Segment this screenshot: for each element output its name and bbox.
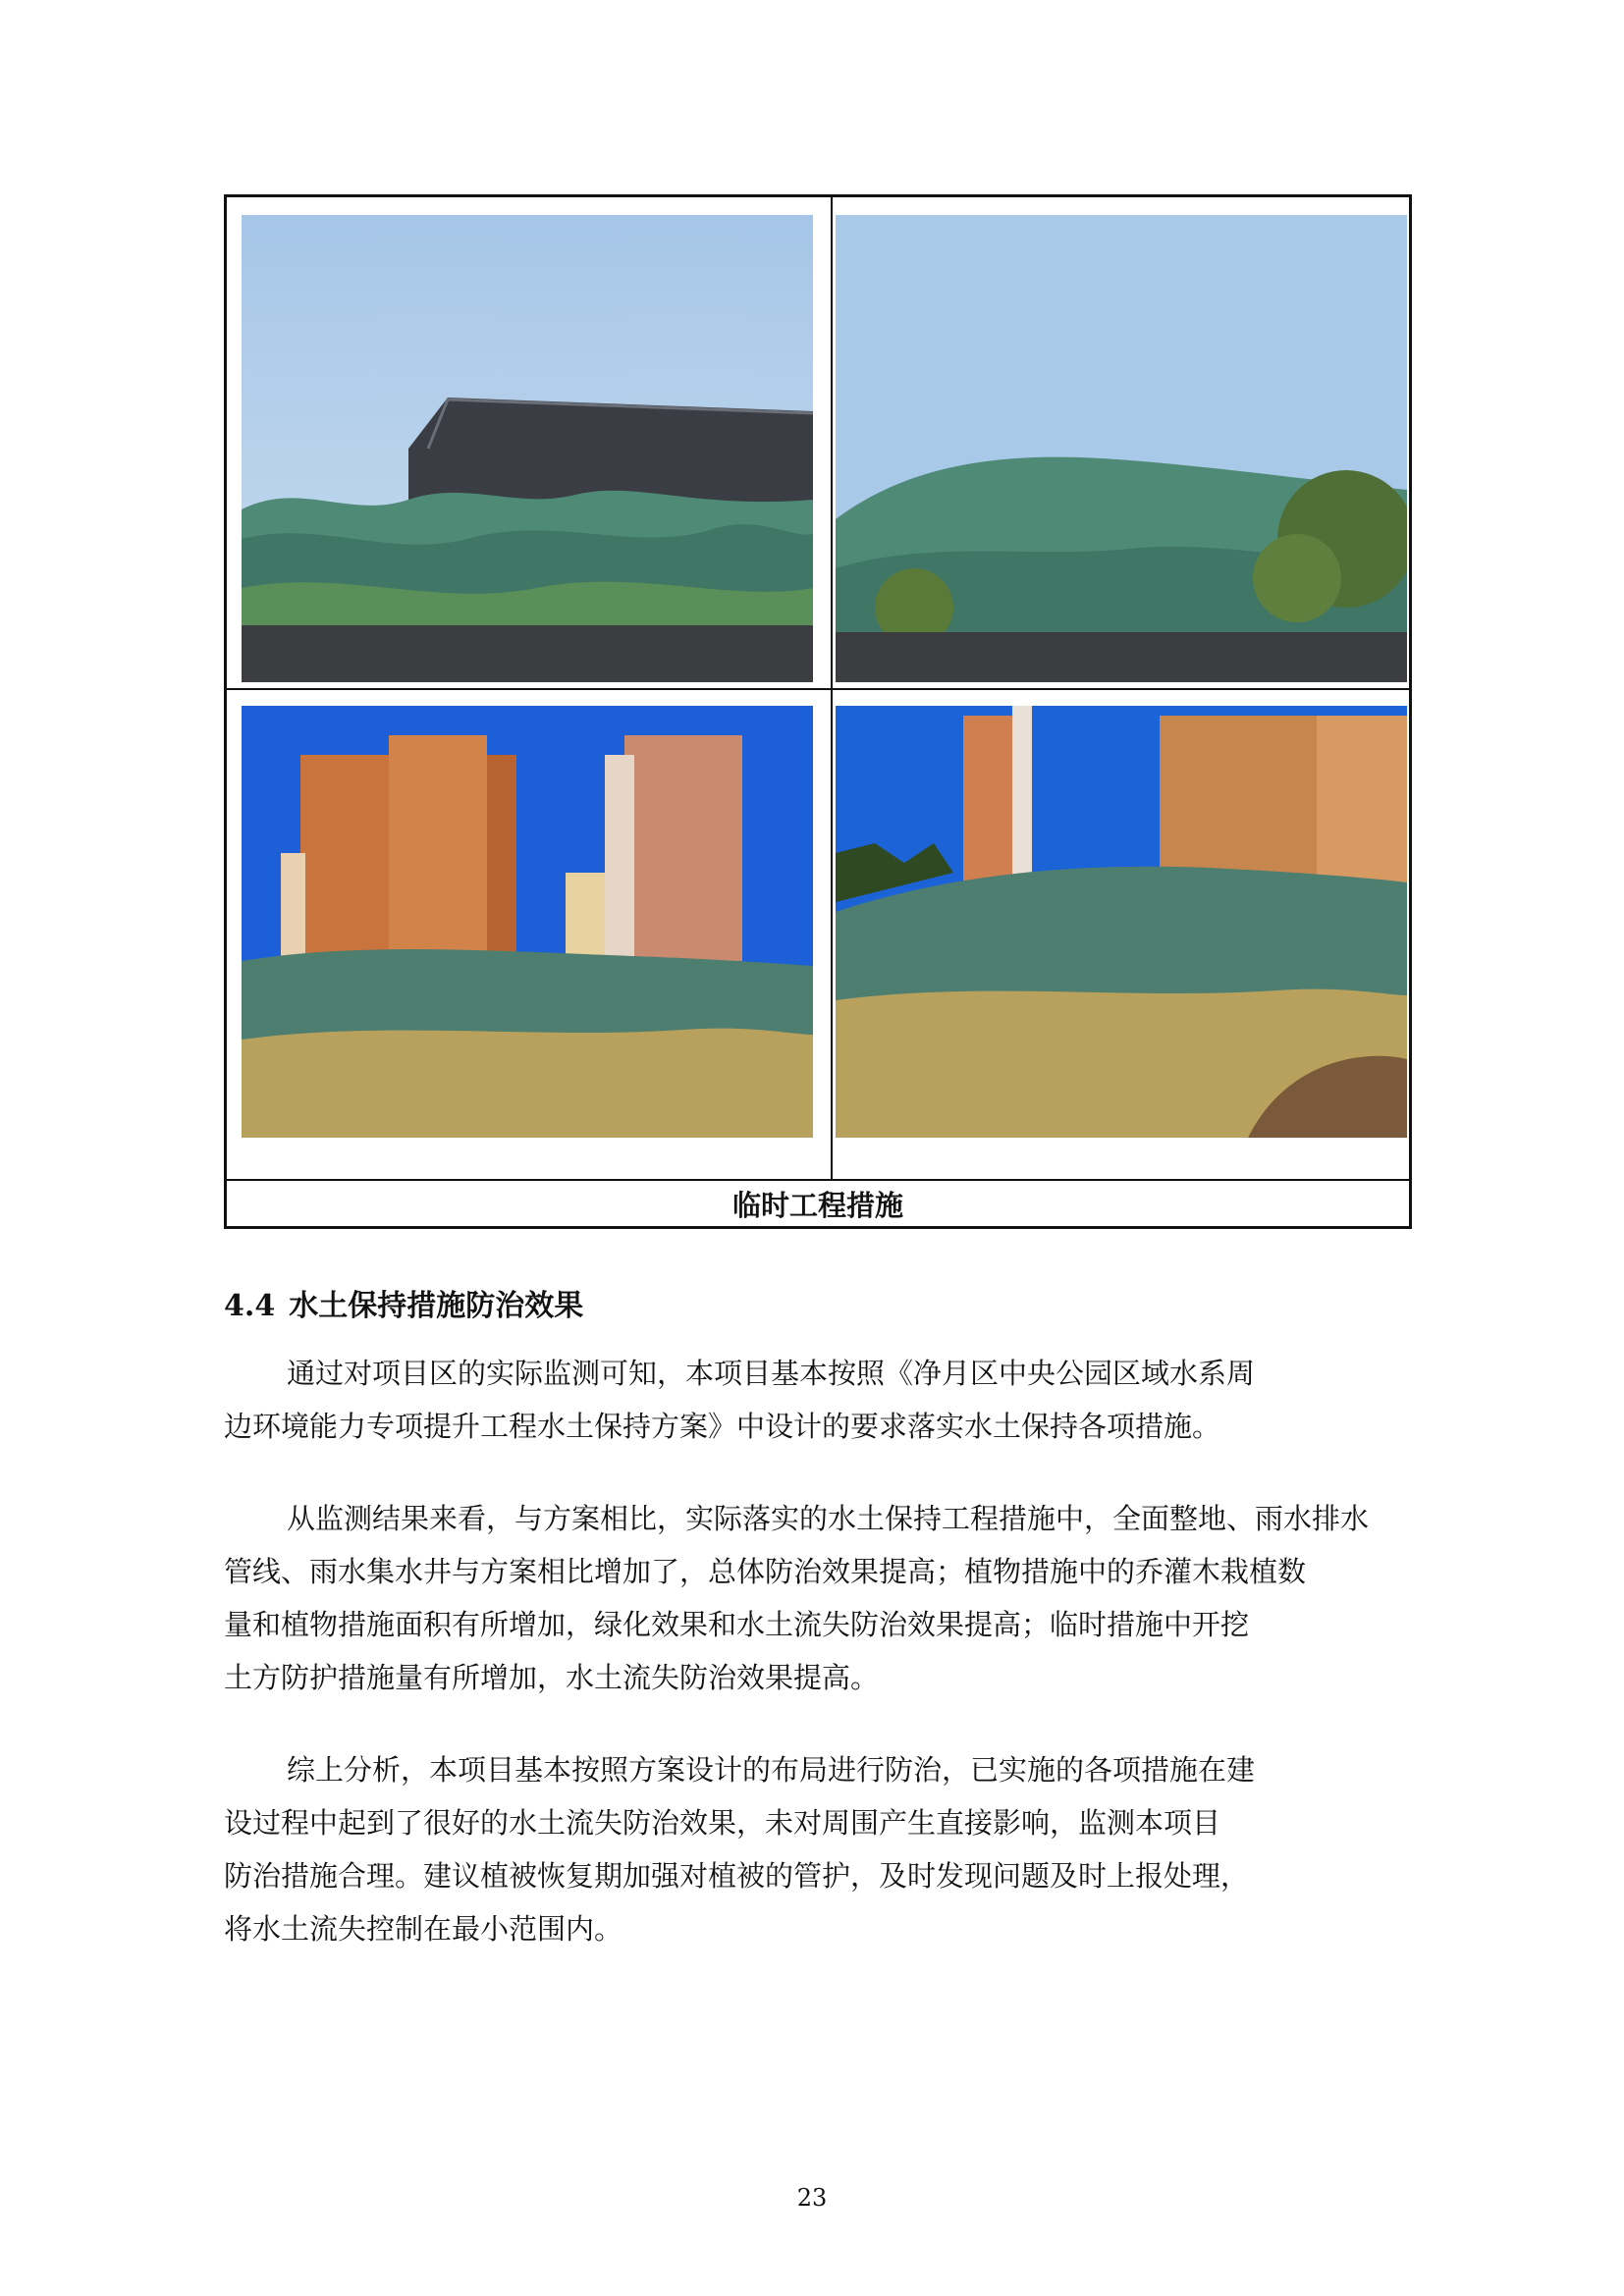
paragraph-line: 从监测结果来看，与方案相比，实际落实的水土保持工程措施中，全面整地、雨水排水 (287, 1502, 1370, 1535)
paragraph-line: 边环境能力专项提升工程水土保持方案》中设计的要求落实水土保持各项措施。 (224, 1410, 1221, 1443)
paragraph-line: 土方防护措施量有所增加，水土流失防治效果提高。 (224, 1661, 880, 1694)
paragraph-1 (224, 1347, 1412, 1453)
site-photo-4 (836, 706, 1407, 1138)
paragraph-line: 设过程中起到了很好的水土流失防治效果，未对周围产生直接影响，监测本项目 (224, 1806, 1221, 1840)
section-number: 4.4 (224, 1289, 276, 1323)
paragraph-3 (224, 1743, 1412, 1955)
table-divider-middle (227, 688, 1409, 690)
site-photo-2 (836, 215, 1407, 682)
table-divider-bottom (227, 1179, 1409, 1181)
paragraph-line: 将水土流失控制在最小范围内。 (224, 1912, 623, 1946)
paragraph-2 (224, 1492, 1412, 1704)
paragraph-line: 通过对项目区的实际监测可知，本项目基本按照《净月区中央公园区域水系周 (287, 1357, 1256, 1390)
paragraph-line: 管线、雨水集水井与方案相比增加了，总体防治效果提高；植物措施中的乔灌木栽植数 (224, 1555, 1307, 1588)
site-photo-1 (242, 215, 813, 682)
section-title: 水土保持措施防治效果 (289, 1289, 584, 1323)
page-number: 23 (796, 2184, 828, 2212)
photo-table (224, 194, 1412, 1229)
paragraph-line: 量和植物措施面积有所增加，绿化效果和水土流失防治效果提高；临时措施中开挖 (224, 1608, 1250, 1641)
site-photo-3 (242, 706, 813, 1138)
paragraph-line: 综上分析，本项目基本按照方案设计的布局进行防治，已实施的各项措施在建 (287, 1753, 1256, 1787)
section-heading (224, 1281, 583, 1324)
photo-table-caption: 临时工程措施 (731, 1189, 903, 1222)
paragraph-line: 防治措施合理。建议植被恢复期加强对植被的管护，及时发现问题及时上报处理， (224, 1859, 1250, 1893)
